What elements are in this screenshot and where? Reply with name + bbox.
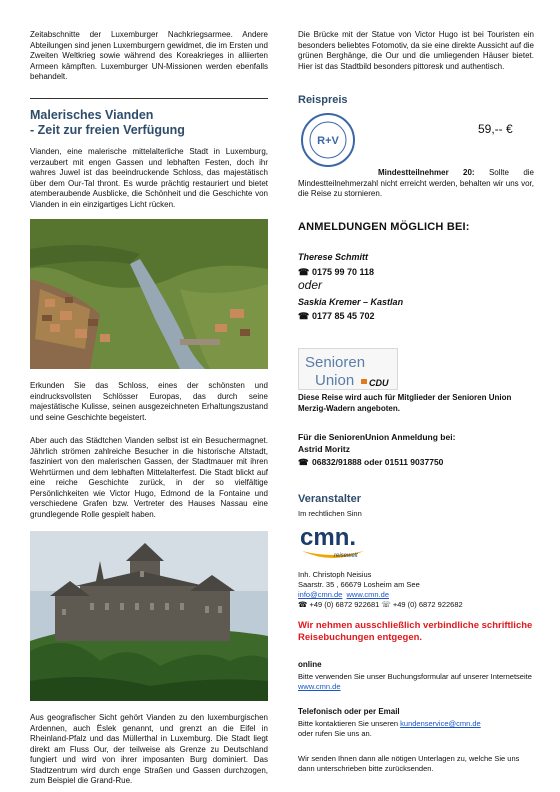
oder-label: oder [298, 278, 323, 292]
cmn-logo [298, 521, 368, 565]
telephone-icon: ☎ [298, 457, 309, 467]
online-link[interactable]: www.cmn.de [298, 682, 341, 691]
contact-2-phone[interactable]: ☎ 0177 85 45 702 [298, 311, 375, 321]
vianden-castle-photo [30, 531, 268, 701]
booking-notice: Wir nehmen ausschließlich verbindliche schriftliche Reisebuchungen entgegen. [298, 620, 533, 643]
geografie-paragraph: Aus geografischer Sicht gehört Vianden zu den luxemburgischen Ardennen, auch Ëslek genannt, und grenzt an die Eifel in Rheinland-Pfalz und das Müllerthal in Luxemburg. Die Stadt liegt direkt am Fluss Our, der teilweise als Grenze zu Deutschland fungiert und wird von ihrer imposanten Burg dominiert. Das Stadtzentrum wird durch enge Straßen und Gassen durchzogen, zum Beispiel die Grand-Rue. [30, 713, 268, 785]
contact-2-name: Saskia Kremer – Kastlan [298, 297, 404, 307]
vianden-town-photo [30, 219, 268, 369]
senioren-union-logo [298, 348, 398, 390]
telephone-icon: ☎ [298, 267, 310, 277]
telephone-icon: ☎ [298, 600, 308, 609]
address: Saarstr. 35 , 66679 Losheim am See [298, 580, 420, 589]
price-heading: Reispreis [298, 94, 348, 106]
su-heading: Für die SeniorenUnion Anmeldung bei: [298, 432, 456, 442]
website-link[interactable]: www.cmn.de [346, 590, 389, 599]
bruecke-paragraph: Die Brücke mit der Statue von Victor Hugo ist bei Touristen ein besonders beliebtes Fotomotiv, da sie eine direkte Aussicht auf die grünen Berghänge, die Our und die umliegenden Häuser bietet. Hier ist das Stadtbild besonders pittoresk und authentisch. [298, 30, 534, 71]
svg-text:Union: Union [315, 372, 355, 389]
telephone-icon: ☎ [298, 311, 310, 321]
phone-fax: ☎ +49 (0) 6872 922681 ☏ +49 (0) 6872 922682 [298, 600, 463, 609]
su-contact-phone[interactable]: ☎ 06832/91888 oder 01511 9037750 [298, 457, 444, 467]
rv-insurance-seal [300, 112, 356, 168]
veranstalter-heading: Veranstalter [298, 493, 361, 505]
kundenservice-link[interactable]: kundenservice@cmn.de [400, 719, 481, 728]
svg-text:CDU: CDU [369, 378, 389, 388]
divider [30, 98, 268, 99]
contact-1-phone[interactable]: ☎ 0175 99 70 118 [298, 267, 375, 277]
svg-text:Senioren: Senioren [305, 354, 366, 371]
anmeldung-heading: ANMELDUNGEN MÖGLICH BEI: [298, 221, 470, 233]
section-title: Malerisches Vianden - Zeit zur freien Verfügung [30, 108, 185, 137]
contact-links [298, 590, 389, 600]
seal-label: R+V [317, 135, 339, 147]
min-participants: Mindestteilnehmer 20: Sollte die Mindestteilnehmerzahl nicht erreicht werden, behalten wir uns vor, die Reise zu stornieren. [298, 168, 534, 198]
email-link[interactable]: info@cmn.de [298, 590, 343, 599]
online-text: Bitte verwenden Sie unser Buchungsformular auf unserer Internetseite www.cmn.de [298, 672, 532, 691]
price-value: 59,-- € [478, 122, 513, 136]
su-contact-name: Astrid Moritz [298, 444, 350, 454]
schloss-paragraph: Erkunden Sie das Schloss, eines der schönsten und eindrucksvollsten Schlösser Europas, das durch seine majestätische Kulisse, seinen ausgezeichneten Erhaltungszustand und seine Geschichte begeistert. [30, 381, 268, 422]
veranstalter-sub: Im rechtlichen Sinn [298, 509, 362, 518]
contact-1-name: Therese Schmitt [298, 252, 369, 262]
stadt-paragraph: Aber auch das Städtchen Vianden selbst ist ein Besuchermagnet. Jährlich strömen zahlreiche Besucher in die historische Altstadt, fasziniert von den malerischen Gassen, der Stadtmauer mit ihren Wehrtürmen und dem lebhaften Mittelalterfest. Die Stadt blickt auf eine reiche Geschichte zurück, in der so vielfältige Persönlichkeiten wie Victor Hugo, Edmond de la Fontaine und verschiedene Grafen bzw. Vertreter des Hauses Nassau eine grundlegende Rolle gespielt haben. [30, 436, 268, 519]
online-heading: online [298, 660, 322, 669]
owner: Inh. Christoph Neisius [298, 570, 372, 579]
svg-text:reisewelt: reisewelt [334, 553, 358, 559]
vianden-paragraph: Vianden, eine malerische mittelalterliche Stadt in Luxemburg, verzaubert mit engen Gassen und lebhaften Festen, doch ihr wahres Juwel ist das beeindruckende Schloss, das majestätisch über dem Our-Tal thront. Es wurde prächtig restauriert und bietet atemberaubende Ausblicke, die Schönheit und die Geschichte von Vianden in ein einzigartiges Licht rücken. [30, 147, 268, 209]
svg-text:cmn.: cmn. [300, 524, 357, 551]
tel-text: Bitte kontaktieren Sie unseren kundenservice@cmn.de oder rufen Sie uns an. [298, 719, 481, 738]
tel-heading: Telefonisch oder per Email [298, 707, 400, 716]
final-text: Wir senden Ihnen dann alle nötigen Unterlagen zu, welche Sie uns dann unterschrieben bitte zurücksenden. [298, 754, 520, 773]
su-note: Diese Reise wird auch für Mitglieder der Senioren Union Merzig-Wadern angeboten. [298, 393, 512, 413]
intro-paragraph: Zeitabschnitte der Luxemburger Nachkriegsarmee. Andere Abteilungen sind jenen Luxemburgern gewidmet, die im Ersten und Zweiten Weltkrieg sowie während des Koreakrieges in alliierten Armeen kämpften. Luxemburger UN-Missionen werden ebenfalls behandelt. [30, 30, 268, 81]
